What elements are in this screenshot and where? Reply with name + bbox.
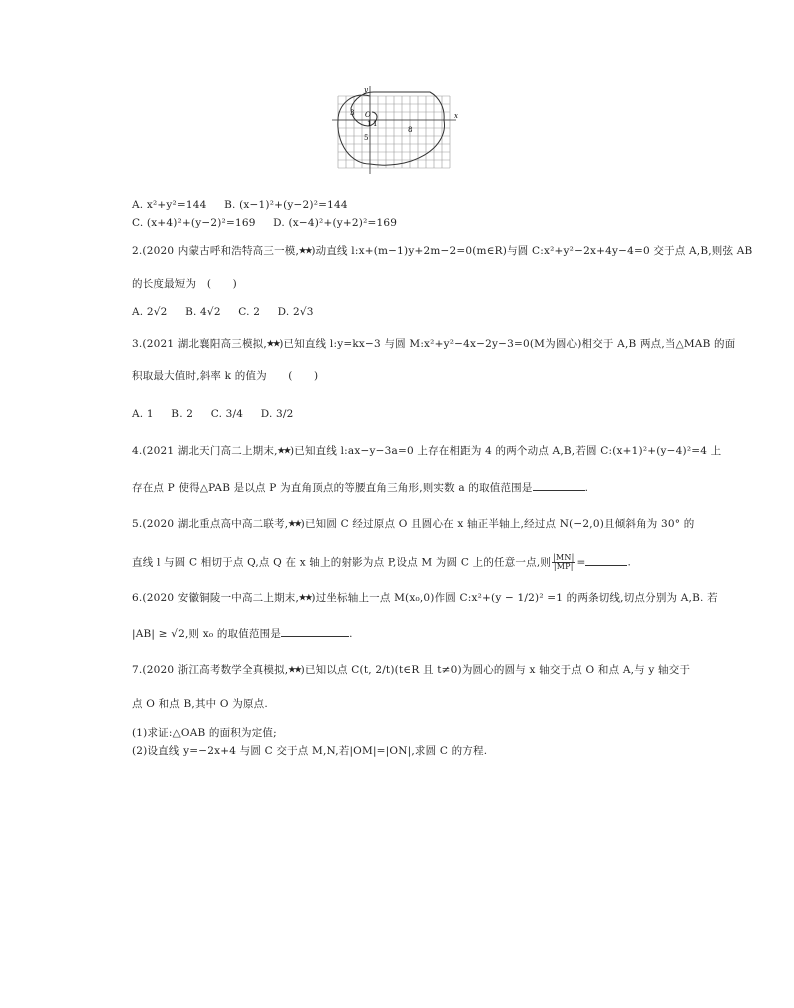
figure-label-1b: 1: [373, 120, 378, 128]
difficulty-star-icon: ★★: [266, 338, 280, 348]
q7-stem: )已知以点 C(t, 2/t)(t∈R 且 t≠0)为圆心的圆与 x 轴交于点 O 和点 A,与 y 轴交于: [300, 664, 691, 676]
q2-source: 2.(2020 内蒙古呼和浩特高三一模,: [132, 245, 300, 257]
q2-stem: )动直线 l:x+(m−1)y+2m−2=0(m∈R)与圆 C:x²+y²−2x+4y−4=0 交于点 A,B,则弦 AB: [311, 245, 753, 257]
q6-stem-text: |AB| ≥ √2,则 x₀ 的取值范围是: [132, 628, 282, 640]
q4-stem-text: 存在点 P 使得△PAB 是以点 P 为直角顶点的等腰直角三角形,则实数 a 的取值范围是: [132, 482, 533, 494]
q5-source: 5.(2020 湖北重点高中高二联考,: [132, 518, 289, 530]
origin-label: O: [365, 111, 371, 119]
q3-stem-line1: [132, 336, 735, 351]
q2-option-a: A. 2√2: [132, 306, 168, 318]
q4-end: .: [584, 482, 589, 494]
difficulty-star-icon: ★★: [288, 518, 301, 528]
q5-answer-blank[interactable]: [585, 555, 627, 566]
q3-option-c: C. 3/4: [210, 408, 244, 420]
q5-stem-line2: [132, 554, 631, 571]
q4-stem-line1: [132, 443, 721, 458]
q3-stem: )已知直线 l:y=kx−3 与圆 M:x²+y²−4x−2y−3=0(M为圆心)相交于 A,B 两点,当△MAB 的面: [279, 338, 736, 350]
q4-stem: )已知直线 l:ax−y−3a=0 上存在相距为 4 的两个动点 A,B,若圆 C:(x+1)²+(y−4)²=4 上: [289, 445, 722, 457]
difficulty-star-icon: ★★: [299, 245, 312, 255]
q2-option-d: D. 2√3: [277, 306, 314, 318]
q4-source: 4.(2021 湖北天门高二上期末,: [132, 445, 278, 457]
q5-stem: )已知圆 C 经过原点 O 且圆心在 x 轴正半轴上,经过点 N(−2,0)且倾斜角为 30° 的: [300, 518, 695, 530]
q4-stem-line2: [132, 480, 588, 495]
q5-fraction-denominator: |MP|: [553, 562, 574, 571]
q5-stem-text: 直线 l 与圆 C 相切于点 Q,点 Q 在 x 轴上的射影为点 P,设点 M 为圆 C 上的任意一点,则: [132, 556, 552, 569]
q5-equals: =: [576, 556, 586, 569]
q1-options-row1: [132, 198, 362, 212]
figure-label-8: 8: [408, 126, 413, 134]
difficulty-star-icon: ★★: [277, 445, 290, 455]
q5-fraction: [552, 554, 575, 571]
q7-stem-line1: [132, 662, 690, 677]
q4-answer-blank[interactable]: [533, 480, 585, 491]
q2-stem-line2: 的长度最短为 ( ): [132, 278, 237, 290]
q7-subquestion-2: (2)设直线 y=−2x+4 与圆 C 交于点 M,N,若|OM|=|ON|,求圆 C 的方程.: [132, 745, 488, 757]
q5-stem-line1: [132, 516, 694, 531]
q3-option-b: B. 2: [171, 408, 194, 420]
q1-option-d: D. (x−4)²+(y+2)²=169: [273, 217, 398, 229]
q5-fraction-numerator: |MN|: [553, 553, 575, 562]
q5-end: .: [627, 556, 632, 569]
q6-stem-line2: [132, 626, 353, 641]
q3-option-d: D. 3/2: [260, 408, 294, 420]
q1-option-a: A. x²+y²=144: [132, 199, 207, 211]
q2-option-b: B. 4√2: [185, 306, 221, 318]
y-axis-label: y: [364, 86, 368, 94]
figure-label-3: 3: [350, 109, 355, 117]
q2-option-c: C. 2: [238, 306, 261, 318]
x-axis-label: x: [454, 112, 458, 120]
q2-stem-line1: [132, 243, 752, 258]
q7-subquestion-1: (1)求证:△OAB 的面积为定值;: [132, 727, 277, 739]
q7-stem-line2: 点 O 和点 B,其中 O 为原点.: [132, 698, 268, 710]
figure-label-5: 5: [364, 134, 369, 142]
difficulty-star-icon: ★★: [299, 592, 312, 602]
q1-option-b: B. (x−1)²+(y−2)²=144: [224, 199, 348, 211]
q3-options: [132, 407, 308, 421]
q6-stem-line1: [132, 590, 718, 605]
grid: [338, 96, 450, 168]
q6-source: 6.(2020 安徽铜陵一中高二上期末,: [132, 592, 300, 604]
q2-options: [132, 305, 328, 319]
figure-label-1a: 1: [367, 120, 372, 128]
difficulty-star-icon: ★★: [288, 664, 301, 674]
q1-options-row2: [132, 216, 411, 230]
q6-stem: )过坐标轴上一点 M(x₀,0)作圆 C:x²+(y − 1/2)² =1 的两条切线,切点分别为 A,B. 若: [311, 592, 718, 604]
q3-stem-line2: 积取最大值时,斜率 k 的值为 ( ): [132, 370, 319, 382]
q7-source: 7.(2020 浙江高考数学全真模拟,: [132, 664, 289, 676]
q6-answer-blank[interactable]: [281, 626, 349, 637]
q3-source: 3.(2021 湖北襄阳高三模拟,: [132, 338, 267, 350]
q6-end: .: [349, 628, 353, 640]
spiral-grid-figure: [330, 84, 470, 176]
q1-option-c: C. (x+4)²+(y−2)²=169: [132, 217, 256, 229]
q3-option-a: A. 1: [132, 408, 154, 420]
